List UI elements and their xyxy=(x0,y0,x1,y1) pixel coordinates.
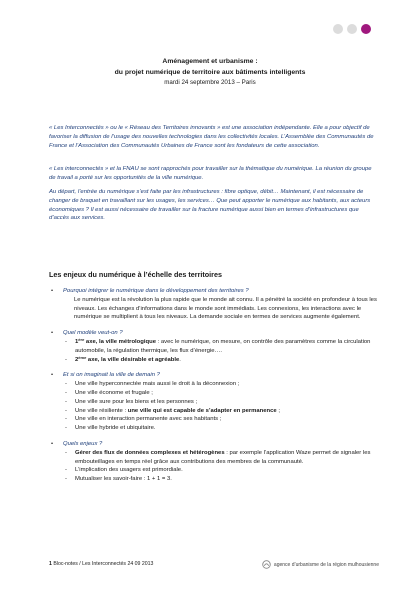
bullet-icon: • xyxy=(51,288,54,294)
dash-list xyxy=(63,380,389,433)
issue-question: Et si on imaginait la ville de demain ? xyxy=(63,372,160,379)
list-item: - 2ème axe, la ville désirable et agréable. xyxy=(65,354,181,363)
document-title-line2: du projet numérique de territoire aux bâtiments intelligents xyxy=(114,69,306,76)
list-item: - Gérer des flux de données complexes et hétérogènes : par exemple l’application Waze permet de signaler les embouteillages en temps réel grâce aux contributions des membres de la communauté. xyxy=(65,449,371,465)
list-item: - Une ville résiliente : une ville qui est capable de s’adapter en permanence ; xyxy=(65,407,280,414)
footer-title: Bloc-notes / Les Interconnectés 24 09 2013 xyxy=(51,561,154,567)
intro-text-1: « Les Interconnectés » ou le « Réseau des Territoires innovants » est une association indépendante. Elle a pour objectif de favoriser la diffusion de l’usage des nouvelles technologies dans les collectivités locales. L’Assemblée des Communautés de France et l’Association des Communautés Urbaines de France sont les fondateurs de cette association. xyxy=(49,125,374,149)
intro-text-3: Au départ, l’entrée du numérique s’est faite par les infrastructures : fibre optique, débit… Maintenant, il est nécessaire de changer de braquet en travaillant sur les usages, les services… Que peut apporter le numérique aux habitants, aux acteurs économiques ? Il est aussi nécessaire de travailler sur la fracture numérique aussi bien en termes d’infrastructures que d’accès aux services. xyxy=(49,189,371,222)
dash-list xyxy=(63,449,389,484)
page-footer xyxy=(49,560,379,572)
issue-question: Pourquoi intégrer le numérique dans le développement des territoires ? xyxy=(63,288,249,294)
bullet-icon: • xyxy=(51,330,54,337)
issue-item xyxy=(49,329,389,364)
axis-number: 1ère axe, la ville métrologique xyxy=(75,336,156,345)
intro-paragraph-1 xyxy=(49,124,379,150)
page-number: 1 xyxy=(49,561,52,567)
section-title: Les enjeux du numérique à l’échelle des territoires xyxy=(49,270,222,279)
list-item: - Une ville en interaction permanente avec ses habitants ; xyxy=(65,416,222,423)
issue-item xyxy=(49,371,389,433)
list-item: - Une ville hybride et ubiquitaire. xyxy=(65,425,156,432)
axis-number: 2ème axe, la ville désirable et agréable xyxy=(75,354,180,363)
issue-question: Quels enjeux ? xyxy=(63,440,103,447)
issues-list xyxy=(49,287,389,491)
issue-item xyxy=(49,440,389,484)
list-item: - Une ville hyperconnectée mais aussi le droit à la déconnexion ; xyxy=(65,381,240,388)
footer-right xyxy=(262,560,379,569)
bullet-icon: • xyxy=(51,440,54,447)
dash-list xyxy=(63,338,389,364)
intro-paragraph-3 xyxy=(49,188,379,223)
dot-1 xyxy=(333,24,343,34)
list-item: - L’implication des usagers est primordiale. xyxy=(65,467,183,474)
intro-text-2: « Les interconnectés » et la FNAU se sont rapprochés pour travailler sur la thématique du numérique. La réunion du groupe de travail a porté sur les opportunités de la ville numérique. xyxy=(49,166,372,181)
dot-2 xyxy=(347,24,357,34)
document-title-line1: Aménagement et urbanisme : xyxy=(162,58,258,65)
list-item: - Mutualiser les savoir-faire : 1 + 1 = 3. xyxy=(65,476,172,483)
bullet-icon: • xyxy=(51,372,54,379)
issue-question: Quel modèle veut-on ? xyxy=(63,330,123,337)
issue-item xyxy=(49,287,389,322)
header-dots xyxy=(333,24,371,34)
footer-left xyxy=(49,561,153,567)
dash-marker: - xyxy=(65,356,67,363)
title-block xyxy=(0,56,420,88)
dot-3 xyxy=(361,24,371,34)
dash-marker: - xyxy=(65,338,67,345)
intro-paragraph-2 xyxy=(49,165,379,183)
list-item: - 1ère axe, la ville métrologique : avec le numérique, on mesure, on contrôle des paramètres comme la circulation automobile, la régulation thermique, les flux d’énergie…. xyxy=(65,336,371,354)
issue-answer: Le numérique est la révolution la plus rapide que le monde ait connu. Il a pénétré la société en profondeur à tous les niveaux. Les échanges d’informations dans le monde sont immédiats. Les connexions, les interactions avec le numérique se multiplient à tous les niveaux. La demande sociale en termes de services augmente également. xyxy=(74,296,377,321)
list-item: - Une ville sure pour les biens et les personnes ; xyxy=(65,398,198,405)
document-date: mardi 24 septembre 2013 – Paris xyxy=(164,79,256,86)
agency-logo-icon xyxy=(262,560,271,569)
list-item: - Une ville économe et frugale ; xyxy=(65,389,153,396)
agency-name: agence d’urbanisme de la région mulhousienne xyxy=(273,561,379,568)
